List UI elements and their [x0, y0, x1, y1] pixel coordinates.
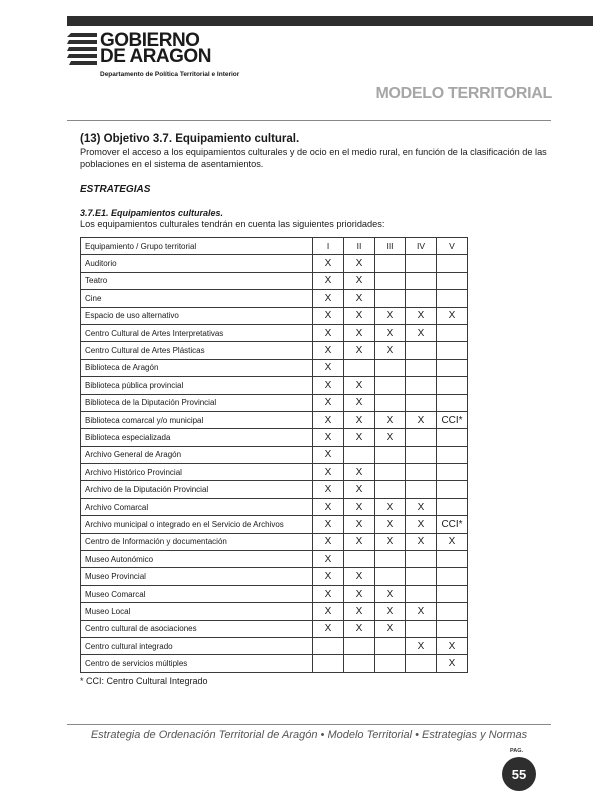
equipment-name: Archivo Histórico Provincial: [81, 464, 313, 481]
equipment-name: Biblioteca de la Diputación Provincial: [81, 394, 313, 411]
equipment-name: Centro cultural de asociaciones: [81, 620, 313, 637]
priority-mark: X: [406, 411, 437, 428]
priority-mark: [375, 446, 406, 463]
logo-text-line1: GOBIERNO: [100, 30, 200, 51]
priority-mark: [406, 377, 437, 394]
priority-mark: X: [313, 481, 344, 498]
priority-mark: [406, 568, 437, 585]
priority-mark: X: [375, 342, 406, 359]
priority-mark: X: [313, 533, 344, 550]
priority-mark: [344, 637, 375, 654]
strategy-subheading: 3.7.E1. Equipamientos culturales.: [80, 208, 224, 218]
table-footnote: * CCI: Centro Cultural Integrado: [80, 676, 208, 686]
priority-mark: [437, 255, 468, 272]
equipment-name: Museo Local: [81, 603, 313, 620]
equipment-name: Centro Cultural de Artes Interpretativas: [81, 324, 313, 341]
priority-mark: [437, 464, 468, 481]
priority-mark: [375, 655, 406, 672]
table-row: [81, 603, 468, 620]
priority-mark: X: [375, 533, 406, 550]
priority-mark: X: [375, 429, 406, 446]
priority-mark: X: [313, 464, 344, 481]
priority-mark: X: [344, 342, 375, 359]
table-row: [81, 568, 468, 585]
header-bar: [67, 16, 593, 26]
priority-mark: [437, 446, 468, 463]
equipment-name: Auditorio: [81, 255, 313, 272]
equipment-name: Espacio de uso alternativo: [81, 307, 313, 324]
priority-mark: X: [313, 272, 344, 289]
priority-mark: X: [375, 324, 406, 341]
table-row: [81, 516, 468, 533]
priority-mark: [406, 342, 437, 359]
table-row: [81, 446, 468, 463]
priority-mark: [437, 290, 468, 307]
priority-mark: [437, 342, 468, 359]
priority-mark: [313, 655, 344, 672]
priority-mark: [313, 637, 344, 654]
priority-mark: [406, 481, 437, 498]
table-row: [81, 307, 468, 324]
priority-mark: X: [344, 429, 375, 446]
priority-mark: X: [313, 255, 344, 272]
priority-mark: [375, 551, 406, 568]
priority-mark: [437, 272, 468, 289]
priority-mark: [437, 394, 468, 411]
priority-mark: X: [375, 603, 406, 620]
priority-mark: X: [375, 411, 406, 428]
priority-mark: X: [406, 307, 437, 324]
header-group: II: [344, 238, 375, 255]
priority-mark: [406, 394, 437, 411]
priority-mark: [437, 429, 468, 446]
priority-mark: X: [344, 481, 375, 498]
table-row: [81, 342, 468, 359]
priority-mark: X: [437, 307, 468, 324]
logo-department: Departamento de Política Territorial e Interior: [100, 71, 240, 78]
table-row: [81, 655, 468, 672]
table-row: [81, 637, 468, 654]
priority-mark: [406, 551, 437, 568]
priority-mark: X: [375, 498, 406, 515]
header-equipment: Equipamiento / Grupo territorial: [81, 238, 313, 255]
priority-mark: [437, 359, 468, 376]
priority-mark: X: [406, 533, 437, 550]
equipment-name: Centro de Información y documentación: [81, 533, 313, 550]
priority-mark: [437, 324, 468, 341]
gobierno-aragon-logo: [67, 30, 240, 93]
objective-heading: (13) Objetivo 3.7. Equipamiento cultural.: [80, 133, 300, 145]
priority-mark: [406, 255, 437, 272]
priority-mark: X: [344, 568, 375, 585]
priority-mark: X: [313, 411, 344, 428]
priority-mark: X: [313, 429, 344, 446]
table-row: [81, 620, 468, 637]
header-group: V: [437, 238, 468, 255]
priority-mark: X: [313, 446, 344, 463]
table-row: [81, 551, 468, 568]
equipment-name: Archivo de la Diputación Provincial: [81, 481, 313, 498]
table-row: [81, 359, 468, 376]
page-number: 55: [502, 757, 536, 791]
equipment-name: Archivo Comarcal: [81, 498, 313, 515]
priority-mark: X: [313, 603, 344, 620]
priority-mark: X: [406, 516, 437, 533]
priority-mark: X: [375, 516, 406, 533]
priority-mark: [406, 620, 437, 637]
equipment-name: Museo Comarcal: [81, 585, 313, 602]
priority-mark: X: [437, 655, 468, 672]
priority-mark: X: [344, 498, 375, 515]
table-row: [81, 533, 468, 550]
priority-mark: [375, 568, 406, 585]
priority-mark: [406, 429, 437, 446]
table-row: [81, 255, 468, 272]
priority-mark: [406, 464, 437, 481]
priority-mark: X: [313, 498, 344, 515]
priority-mark: [344, 551, 375, 568]
priority-mark: [437, 585, 468, 602]
priority-mark: X: [313, 516, 344, 533]
table-row: [81, 377, 468, 394]
priority-mark: X: [344, 394, 375, 411]
aragon-stripes-icon: [67, 33, 97, 65]
priority-mark: X: [313, 377, 344, 394]
priority-mark: X: [313, 585, 344, 602]
priority-mark: X: [406, 498, 437, 515]
priority-mark: [406, 359, 437, 376]
priority-mark: [406, 290, 437, 307]
priority-mark: [406, 446, 437, 463]
header-group: III: [375, 238, 406, 255]
priority-mark: X: [344, 272, 375, 289]
priority-mark: [437, 498, 468, 515]
priority-mark: X: [344, 411, 375, 428]
priority-mark: X: [313, 359, 344, 376]
priority-mark: [375, 637, 406, 654]
priority-mark: X: [344, 377, 375, 394]
priority-mark: [406, 585, 437, 602]
header-group: I: [313, 238, 344, 255]
table-row: [81, 324, 468, 341]
priority-mark: X: [344, 620, 375, 637]
priority-mark: X: [344, 464, 375, 481]
footer-divider: [67, 724, 551, 725]
priority-mark: [375, 359, 406, 376]
priority-mark: [437, 568, 468, 585]
priority-mark: X: [375, 585, 406, 602]
estrategias-heading: ESTRATEGIAS: [80, 184, 151, 195]
table-row: [81, 290, 468, 307]
priority-mark: [375, 481, 406, 498]
table-row: [81, 585, 468, 602]
priority-mark: [375, 464, 406, 481]
priority-mark: CCI*: [437, 516, 468, 533]
priority-mark: [406, 272, 437, 289]
table-row: [81, 394, 468, 411]
table-row: [81, 498, 468, 515]
priority-mark: [344, 359, 375, 376]
priority-mark: [344, 446, 375, 463]
table-row: [81, 411, 468, 428]
priority-mark: X: [344, 533, 375, 550]
priority-mark: X: [313, 324, 344, 341]
equipment-priority-table: [80, 237, 468, 673]
equipment-name: Biblioteca de Aragón: [81, 359, 313, 376]
priority-mark: [437, 620, 468, 637]
priority-mark: X: [344, 255, 375, 272]
equipment-name: Cine: [81, 290, 313, 307]
equipment-name: Archivo municipal o integrado en el Servicio de Archivos: [81, 516, 313, 533]
table-body: [81, 238, 468, 673]
equipment-name: Centro cultural integrado: [81, 637, 313, 654]
logo-text-line2: DE ARAGON: [100, 46, 211, 67]
priority-mark: [375, 272, 406, 289]
header-group: IV: [406, 238, 437, 255]
priority-mark: [375, 255, 406, 272]
priority-mark: X: [313, 551, 344, 568]
equipment-name: Archivo General de Aragón: [81, 446, 313, 463]
priority-mark: CCI*: [437, 411, 468, 428]
priority-mark: [406, 655, 437, 672]
priority-mark: X: [313, 342, 344, 359]
priority-mark: X: [344, 307, 375, 324]
priority-mark: X: [406, 603, 437, 620]
equipment-name: Museo Provincial: [81, 568, 313, 585]
equipment-name: Biblioteca pública provincial: [81, 377, 313, 394]
priority-mark: [437, 603, 468, 620]
table-header-row: [81, 238, 468, 255]
priority-mark: X: [375, 307, 406, 324]
priority-mark: X: [344, 603, 375, 620]
equipment-name: Teatro: [81, 272, 313, 289]
priority-mark: X: [375, 620, 406, 637]
priority-mark: [375, 394, 406, 411]
strategy-text: Los equipamientos culturales tendrán en cuenta las siguientes prioridades:: [80, 219, 385, 229]
priority-mark: [437, 481, 468, 498]
header-divider: [67, 120, 551, 121]
priority-mark: X: [437, 533, 468, 550]
priority-mark: X: [344, 324, 375, 341]
priority-mark: X: [437, 637, 468, 654]
priority-mark: X: [344, 585, 375, 602]
priority-mark: X: [313, 568, 344, 585]
table-row: [81, 429, 468, 446]
priority-mark: X: [313, 620, 344, 637]
priority-mark: X: [344, 516, 375, 533]
priority-mark: [375, 290, 406, 307]
table-row: [81, 464, 468, 481]
equipment-name: Centro Cultural de Artes Plásticas: [81, 342, 313, 359]
priority-mark: X: [406, 637, 437, 654]
table-row: [81, 272, 468, 289]
section-title: MODELO TERRITORIAL: [375, 85, 552, 102]
priority-mark: X: [313, 290, 344, 307]
priority-mark: [437, 551, 468, 568]
priority-mark: [344, 655, 375, 672]
priority-mark: X: [313, 307, 344, 324]
footer-text: Estrategia de Ordenación Territorial de Aragón • Modelo Territorial • Estrategias y Normas: [90, 729, 528, 741]
priority-mark: X: [313, 394, 344, 411]
equipment-name: Centro de servicios múltiples: [81, 655, 313, 672]
equipment-name: Biblioteca comarcal y/o municipal: [81, 411, 313, 428]
page-content: [80, 132, 550, 230]
priority-mark: [375, 377, 406, 394]
equipment-name: Museo Autonómico: [81, 551, 313, 568]
priority-mark: X: [344, 290, 375, 307]
equipment-name: Biblioteca especializada: [81, 429, 313, 446]
page-label: PAG.: [510, 748, 524, 754]
table-row: [81, 481, 468, 498]
objective-intro: Promover el acceso a los equipamientos culturales y de ocio en el medio rural, en función de la clasificación de las poblaciones en el sistema de asentamientos.: [80, 147, 547, 169]
priority-mark: [437, 377, 468, 394]
priority-mark: X: [406, 324, 437, 341]
